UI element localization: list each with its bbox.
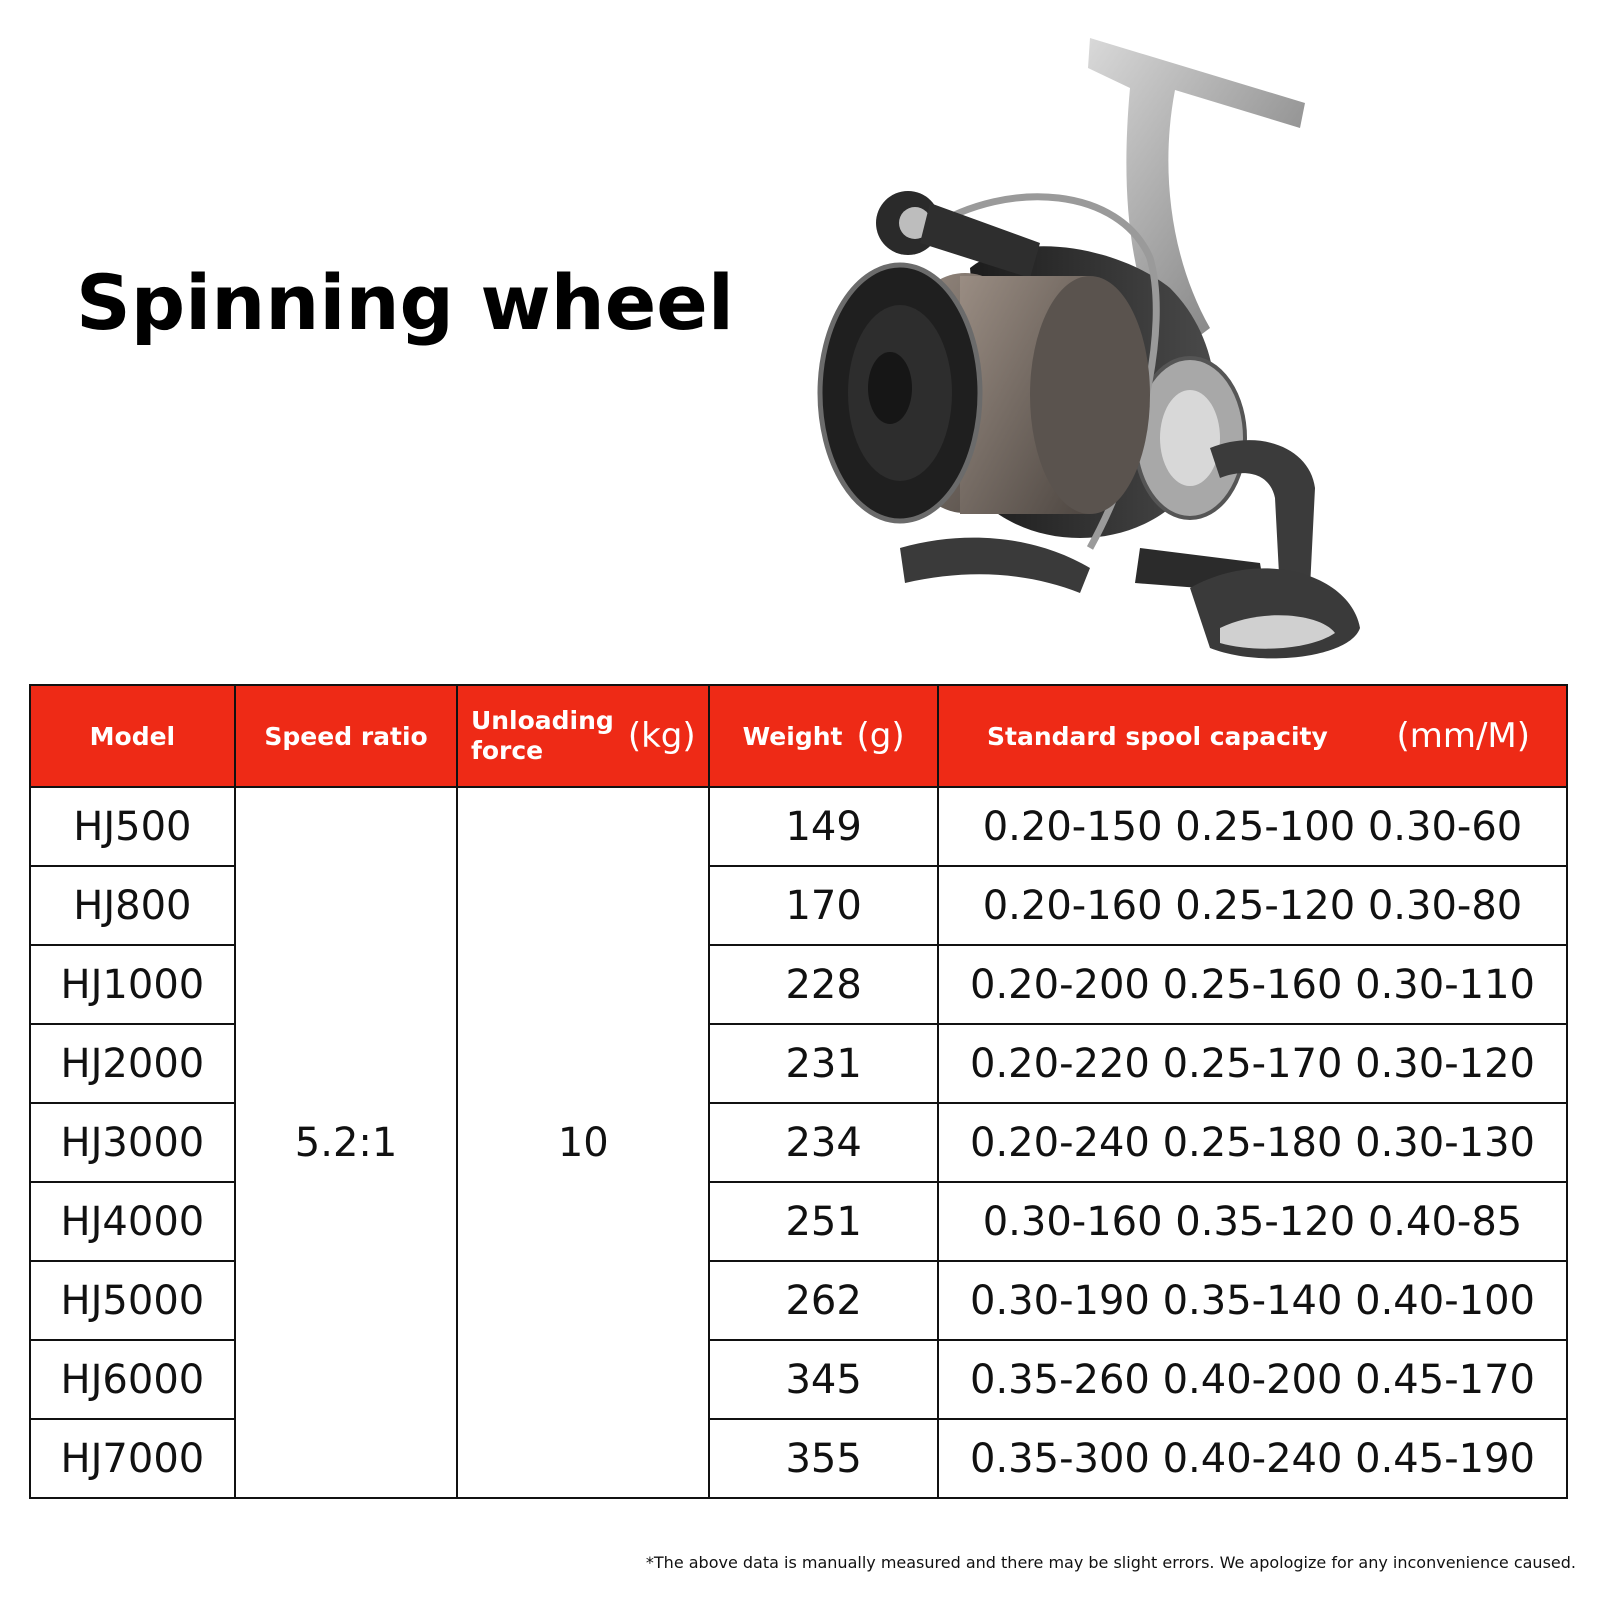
weight-cell: 149 bbox=[709, 787, 938, 866]
capacity-cell: 0.20-150 0.25-100 0.30-60 bbox=[938, 787, 1567, 866]
model-cell: HJ5000 bbox=[30, 1261, 235, 1340]
weight-cell: 355 bbox=[709, 1419, 938, 1498]
capacity-cell: 0.35-260 0.40-200 0.45-170 bbox=[938, 1340, 1567, 1419]
spinning-reel-image bbox=[790, 28, 1390, 668]
weight-cell: 262 bbox=[709, 1261, 938, 1340]
capacity-cell: 0.20-160 0.25-120 0.30-80 bbox=[938, 866, 1567, 945]
model-cell: HJ4000 bbox=[30, 1182, 235, 1261]
weight-cell: 345 bbox=[709, 1340, 938, 1419]
unloading-force-cell: 10 bbox=[457, 787, 709, 1498]
capacity-cell: 0.30-160 0.35-120 0.40-85 bbox=[938, 1182, 1567, 1261]
weight-cell: 228 bbox=[709, 945, 938, 1024]
spec-table bbox=[29, 684, 1568, 1499]
model-cell: HJ1000 bbox=[30, 945, 235, 1024]
footnote: *The above data is manually measured and there may be slight errors. We apologize for any inconvenience caused. bbox=[645, 1553, 1576, 1572]
table-row bbox=[30, 787, 1567, 866]
unloading-label-line2: force bbox=[470, 736, 544, 765]
weight-unit: (g) bbox=[856, 716, 905, 756]
model-cell: HJ800 bbox=[30, 866, 235, 945]
capacity-cell: 0.35-300 0.40-240 0.45-190 bbox=[938, 1419, 1567, 1498]
header-capacity bbox=[938, 685, 1567, 787]
weight-cell: 231 bbox=[709, 1024, 938, 1103]
header-weight bbox=[709, 685, 938, 787]
weight-cell: 251 bbox=[709, 1182, 938, 1261]
capacity-cell: 0.20-240 0.25-180 0.30-130 bbox=[938, 1103, 1567, 1182]
header-unloading-force bbox=[457, 685, 709, 787]
unloading-label-line1: Unloading bbox=[470, 706, 614, 735]
capacity-unit: (mm/M) bbox=[1396, 716, 1530, 756]
page-title: Spinning wheel bbox=[76, 258, 734, 347]
capacity-label: Standard spool capacity bbox=[987, 721, 1328, 751]
weight-cell: 170 bbox=[709, 866, 938, 945]
capacity-cell: 0.30-190 0.35-140 0.40-100 bbox=[938, 1261, 1567, 1340]
table-header-row bbox=[30, 685, 1567, 787]
header-speed-ratio: Speed ratio bbox=[235, 685, 458, 787]
unloading-unit: (kg) bbox=[627, 716, 696, 756]
weight-label: Weight bbox=[742, 721, 843, 751]
header-model: Model bbox=[30, 685, 235, 787]
model-cell: HJ500 bbox=[30, 787, 235, 866]
weight-cell: 234 bbox=[709, 1103, 938, 1182]
model-cell: HJ6000 bbox=[30, 1340, 235, 1419]
capacity-cell: 0.20-220 0.25-170 0.30-120 bbox=[938, 1024, 1567, 1103]
model-cell: HJ3000 bbox=[30, 1103, 235, 1182]
speed-ratio-cell: 5.2:1 bbox=[235, 787, 458, 1498]
model-cell: HJ2000 bbox=[30, 1024, 235, 1103]
model-cell: HJ7000 bbox=[30, 1419, 235, 1498]
capacity-cell: 0.20-200 0.25-160 0.30-110 bbox=[938, 945, 1567, 1024]
